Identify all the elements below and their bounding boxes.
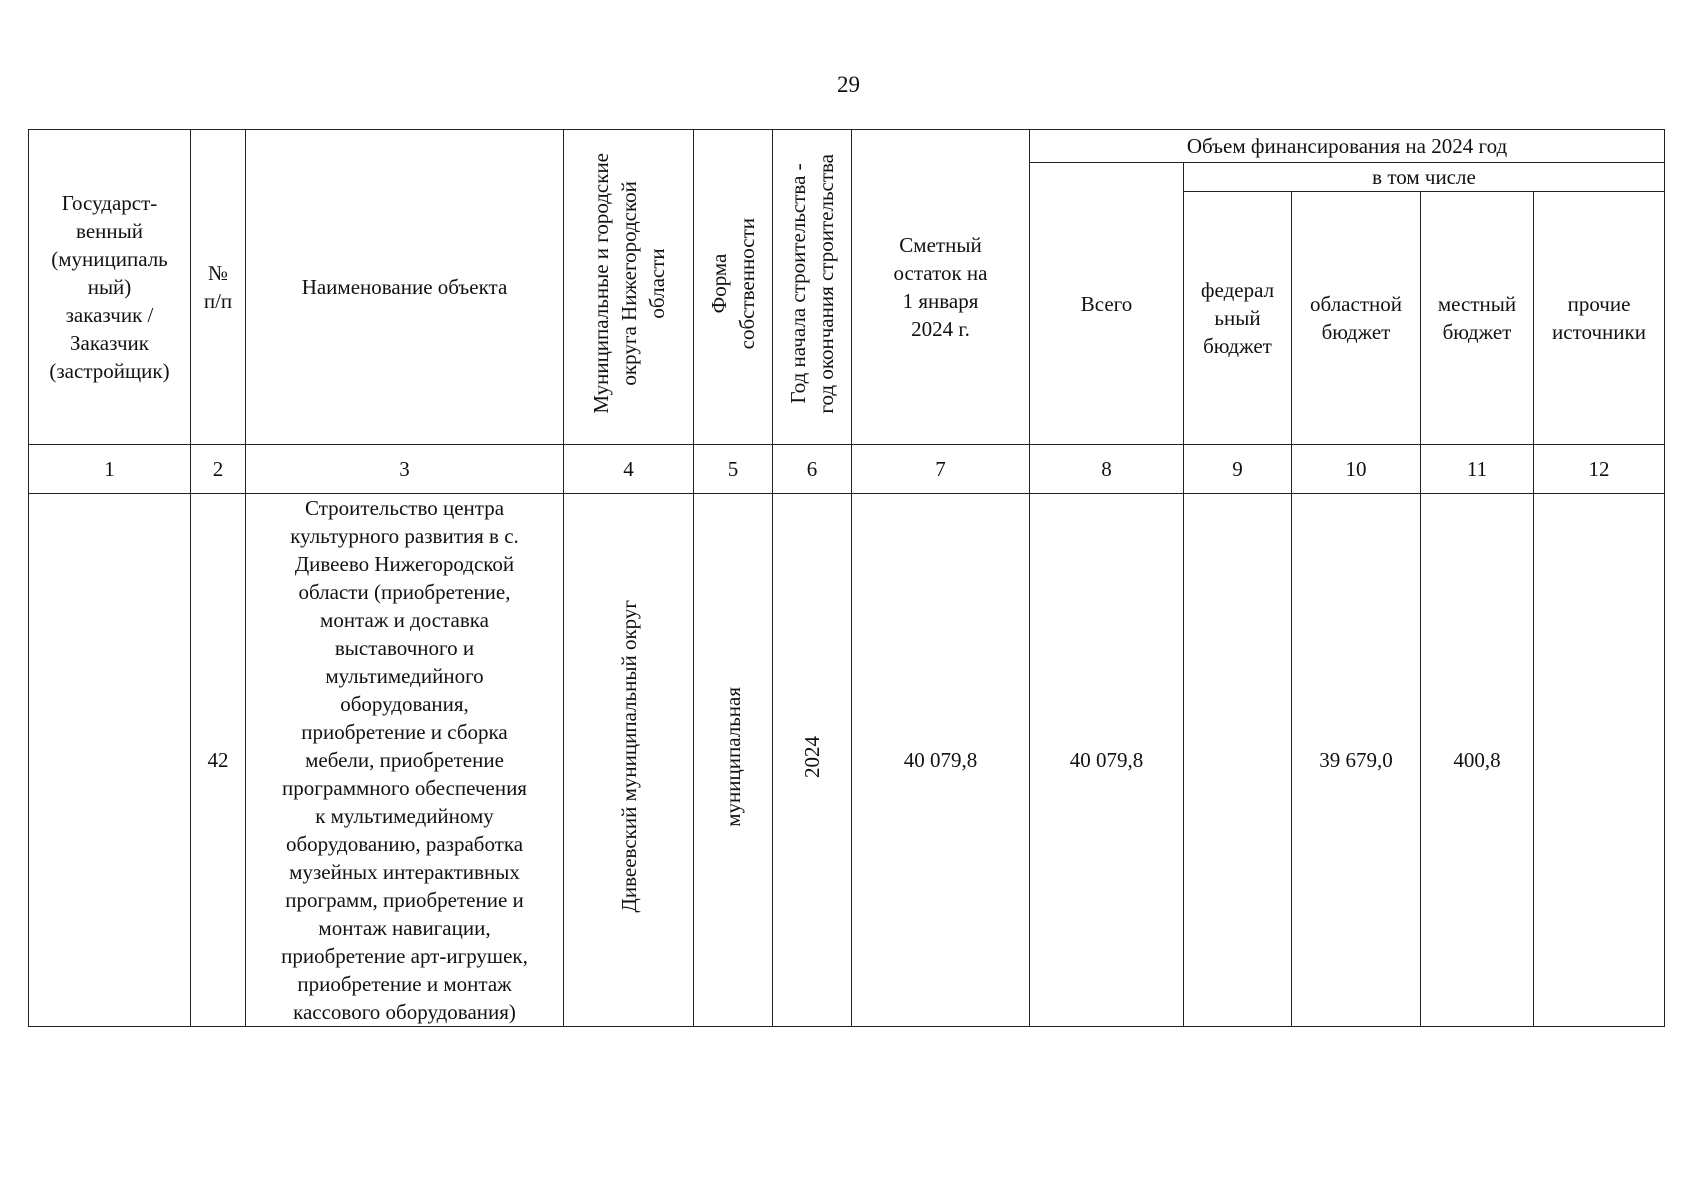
row-ownership	[694, 494, 773, 1027]
header-districts	[564, 130, 694, 445]
header-total-label: Всего	[1080, 291, 1133, 316]
header-including	[1184, 163, 1665, 192]
column-number-row	[29, 445, 1665, 494]
header-federal-label: федерал ьный бюджет	[1200, 278, 1275, 358]
header-other	[1534, 192, 1665, 445]
column-number: 10	[1292, 445, 1421, 494]
row-num: 42	[191, 494, 246, 1027]
header-including-label: в том числе	[1372, 165, 1476, 189]
row-district-label: Дивеевский муниципальный округ	[616, 600, 641, 913]
row-ownership-label: муниципальная	[721, 686, 745, 827]
header-federal	[1184, 192, 1292, 445]
header-years	[773, 130, 852, 445]
page-number: 29	[837, 72, 860, 97]
construction-objects-table	[28, 129, 1665, 1027]
header-num	[191, 130, 246, 445]
table-row	[29, 494, 1665, 1027]
column-number: 5	[694, 445, 773, 494]
header-object-name	[246, 130, 564, 445]
header-ownership	[694, 130, 773, 445]
header-estimate	[852, 130, 1030, 445]
column-number: 7	[852, 445, 1030, 494]
header-customer	[29, 130, 191, 445]
row-years	[773, 494, 852, 1027]
column-number: 4	[564, 445, 694, 494]
row-years-label: 2024	[800, 735, 824, 778]
header-local-label: местный бюджет	[1437, 292, 1517, 344]
row-federal	[1184, 494, 1292, 1027]
row-customer	[29, 494, 191, 1027]
column-number: 2	[191, 445, 246, 494]
column-number: 12	[1534, 445, 1665, 494]
header-row-top	[29, 130, 1665, 163]
header-local	[1421, 192, 1534, 445]
row-district	[564, 494, 694, 1027]
header-regional	[1292, 192, 1421, 445]
header-funding	[1030, 130, 1665, 163]
header-other-label: прочие источники	[1552, 292, 1646, 344]
row-local: 400,8	[1421, 494, 1534, 1027]
header-ownership-label: Форма собственности	[707, 217, 759, 350]
header-funding-label: Объем финансирования на 2024 год	[1186, 134, 1508, 158]
row-object-name: Строительство центра культурного развития в с. Дивеево Нижегородской области (приобретение, монтаж и доставка выставочного и мультимедийного оборудования, приобретение и сборка мебели, приобретение программного обеспечения к мультимедийному оборудованию, разработка музейных интерактивных программ, приобретение и монтаж навигации, приобретение арт-игрушек, приобретение и монтаж кассового оборудования)	[246, 494, 564, 1027]
column-number: 3	[246, 445, 564, 494]
column-number: 1	[29, 445, 191, 494]
column-number: 9	[1184, 445, 1292, 494]
row-estimate: 40 079,8	[852, 494, 1030, 1027]
column-number: 8	[1030, 445, 1184, 494]
header-customer-label: Государст- венный (муниципаль ный) заказчик / Заказчик (застройщик)	[49, 191, 170, 383]
row-other	[1534, 494, 1665, 1027]
column-number: 6	[773, 445, 852, 494]
header-num-label: № п/п	[203, 261, 233, 313]
header-years-label: Год начала строительства - год окончания строительства	[786, 153, 838, 414]
row-total: 40 079,8	[1030, 494, 1184, 1027]
header-districts-label: Муниципальные и городские округа Нижегородской области	[588, 153, 669, 414]
header-object-name-label: Наименование объекта	[301, 275, 508, 299]
header-regional-label: областной бюджет	[1310, 292, 1402, 344]
header-total	[1030, 163, 1184, 445]
column-number: 11	[1421, 445, 1534, 494]
row-regional: 39 679,0	[1292, 494, 1421, 1027]
header-estimate-label: Сметный остаток на 1 января 2024 г.	[893, 233, 988, 341]
